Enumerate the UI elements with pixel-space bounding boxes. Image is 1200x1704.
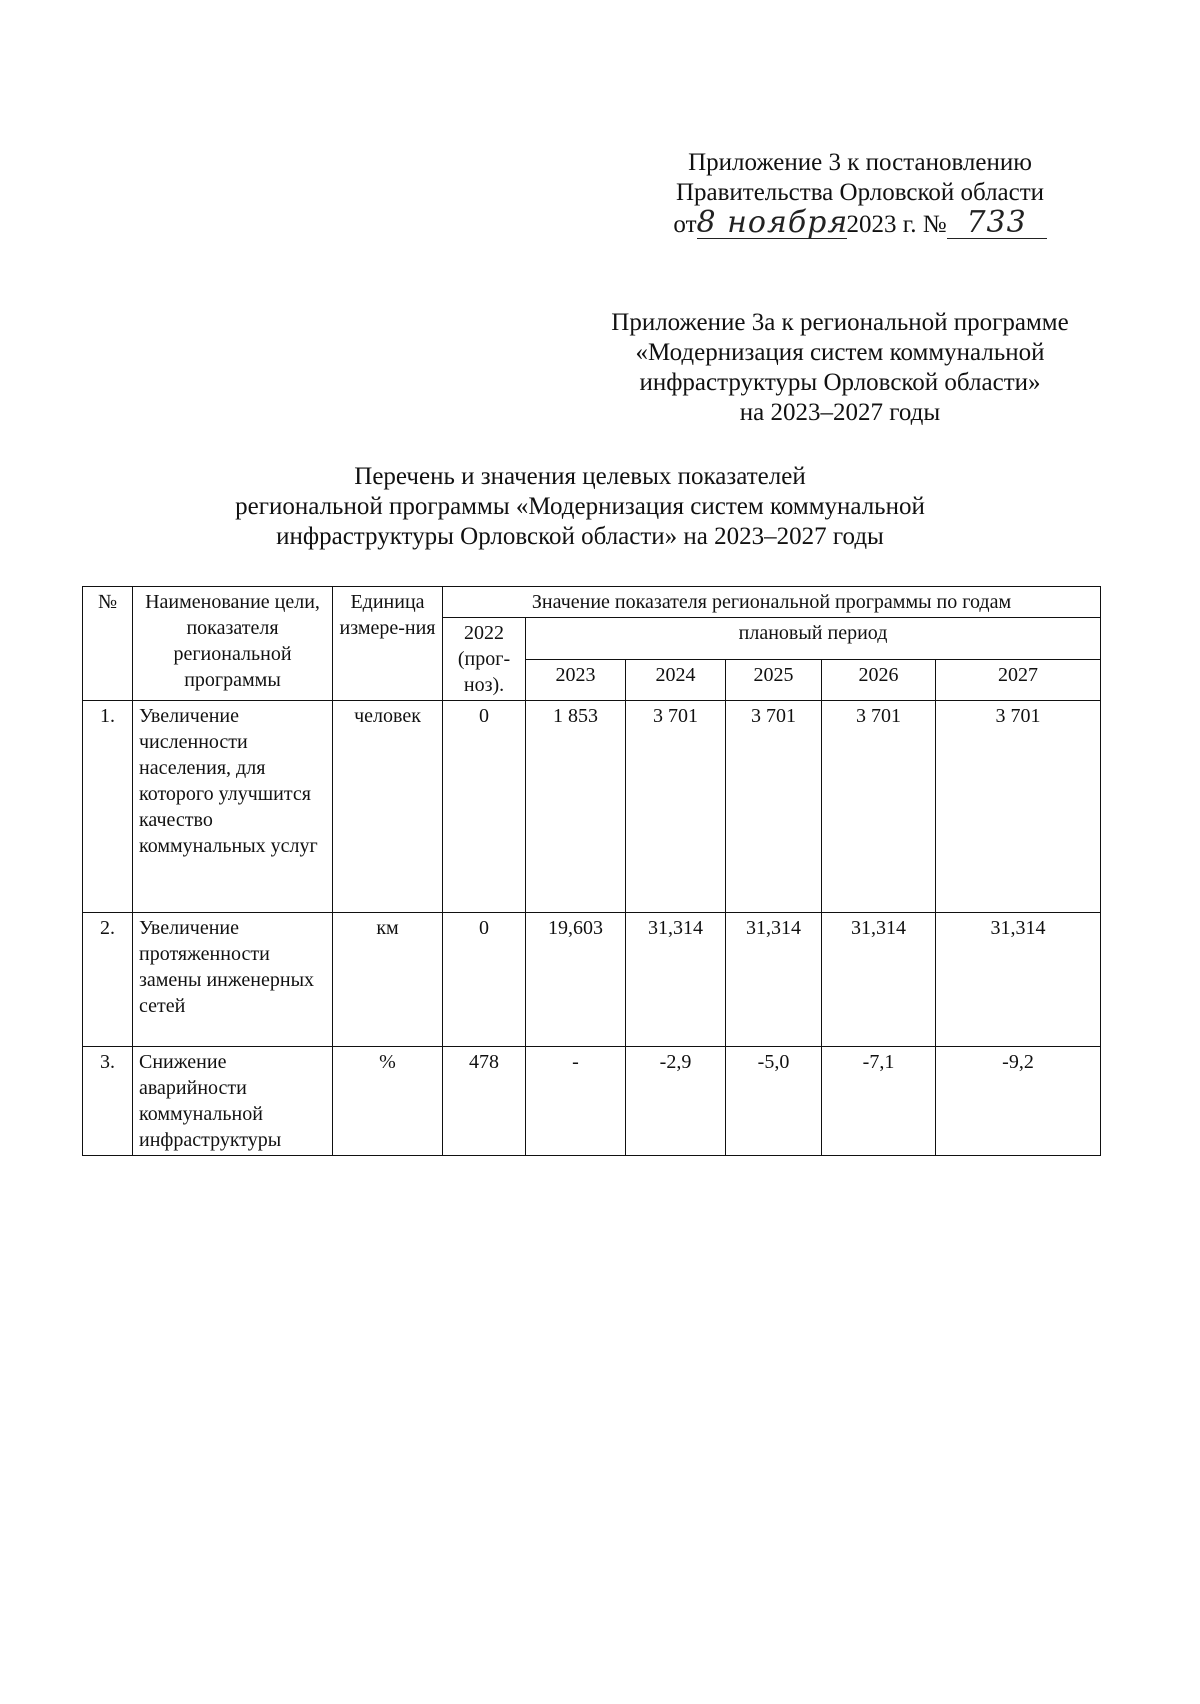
value-2022: 0 — [443, 913, 526, 1047]
decree-number-handwritten: 733 — [947, 208, 1047, 239]
value-2025: -5,0 — [726, 1047, 822, 1156]
value-2027: -9,2 — [936, 1047, 1101, 1156]
decree-date-line — [640, 205, 1080, 240]
value-2025: 3 701 — [726, 701, 822, 913]
value-2023: 19,603 — [526, 913, 626, 1047]
decree-prefix: от — [673, 211, 697, 238]
table-row — [83, 913, 1101, 1047]
value-2024: 31,314 — [626, 913, 726, 1047]
value-2024: 3 701 — [626, 701, 726, 913]
appendix-line-3: инфраструктуры Орловской области» — [639, 369, 1041, 396]
row-number: 2. — [83, 913, 133, 1047]
row-number: 3. — [83, 1047, 133, 1156]
decree-reference — [640, 148, 1080, 240]
header-year: 2023 — [526, 659, 626, 701]
value-2022: 478 — [443, 1047, 526, 1156]
header-2022-forecast: 2022 (прог-ноз). — [443, 618, 526, 701]
indicator-name: Увеличение протяженности замены инженерных сетей — [133, 913, 333, 1047]
decree-year: 2023 г. № — [846, 211, 947, 238]
table-row — [83, 1047, 1101, 1156]
indicator-name: Увеличение численности населения, для которого улучшится качество коммунальных услуг — [133, 701, 333, 913]
title-line-1: Перечень и значения целевых показателей — [354, 463, 806, 490]
indicator-name: Снижение аварийности коммунальной инфраструктуры — [133, 1047, 333, 1156]
decree-date-handwritten: 8 ноября — [696, 205, 849, 240]
title-line-3: инфраструктуры Орловской области» на 2023–2027 годы — [276, 523, 884, 550]
value-2027: 31,314 — [936, 913, 1101, 1047]
header-no: № — [83, 587, 133, 701]
header-name: Наименование цели, показателя региональной программы — [133, 587, 333, 701]
value-2024: -2,9 — [626, 1047, 726, 1156]
header-unit: Единица измере-ния — [333, 587, 443, 701]
title-line-2: региональной программы «Модернизация систем коммунальной — [235, 493, 925, 520]
value-2027: 3 701 — [936, 701, 1101, 913]
appendix-reference — [580, 308, 1100, 428]
indicators-table — [82, 586, 1101, 1156]
decree-line-1: Приложение 3 к постановлению — [688, 149, 1032, 176]
appendix-line-4: на 2023–2027 годы — [739, 399, 941, 426]
row-number: 1. — [83, 701, 133, 913]
value-2022: 0 — [443, 701, 526, 913]
appendix-line-2: «Модернизация систем коммунальной — [635, 339, 1045, 366]
decree-line-2: Правительства Орловской области — [675, 179, 1045, 206]
header-year: 2026 — [822, 659, 936, 701]
value-2025: 31,314 — [726, 913, 822, 1047]
header-values: Значение показателя региональной программы по годам — [443, 587, 1101, 618]
table-row — [83, 701, 1101, 913]
value-2026: -7,1 — [822, 1047, 936, 1156]
appendix-line-1: Приложение 3а к региональной программе — [611, 309, 1069, 336]
indicator-unit: % — [333, 1047, 443, 1156]
value-2026: 31,314 — [822, 913, 936, 1047]
header-year: 2027 — [936, 659, 1101, 701]
header-year: 2025 — [726, 659, 822, 701]
indicator-unit: человек — [333, 701, 443, 913]
value-2023: - — [526, 1047, 626, 1156]
value-2023: 1 853 — [526, 701, 626, 913]
indicator-unit: км — [333, 913, 443, 1047]
header-year: 2024 — [626, 659, 726, 701]
document-title — [180, 462, 980, 552]
value-2026: 3 701 — [822, 701, 936, 913]
header-planned-period: плановый период — [526, 618, 1101, 660]
